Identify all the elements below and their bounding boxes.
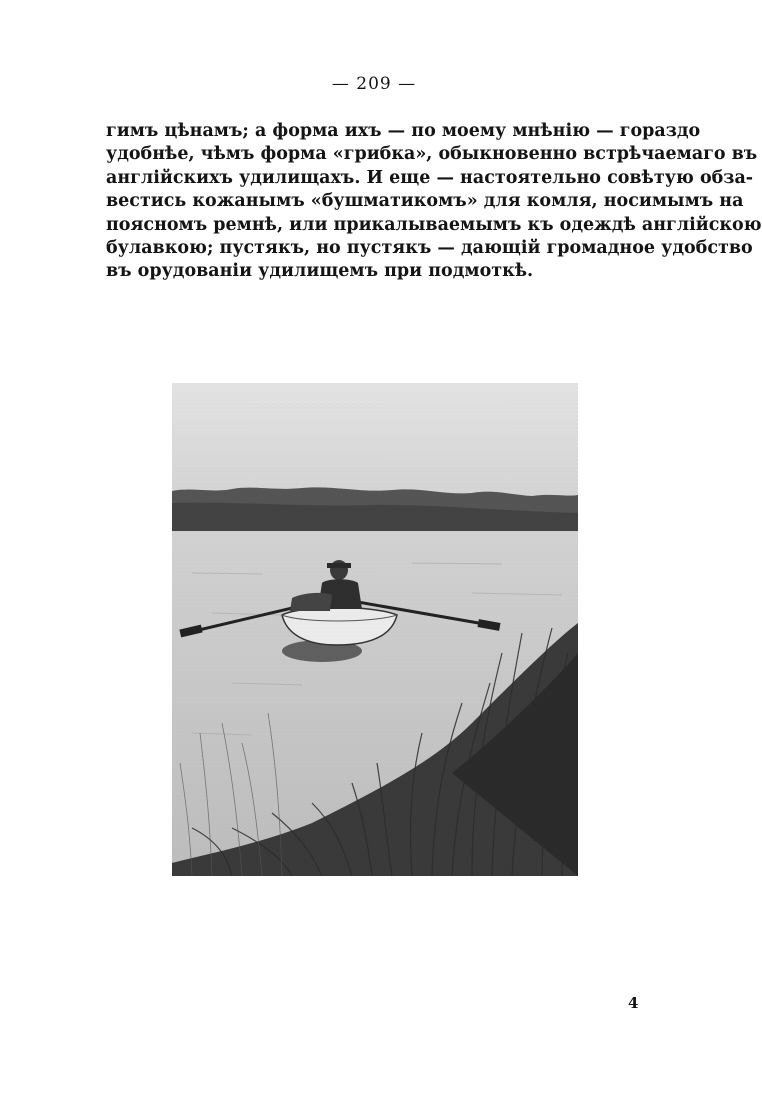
signature-mark: 4 [628, 994, 639, 1012]
text-line: поясномъ ремнѣ, или прикалываемымъ къ одеждѣ англійскою [106, 214, 762, 235]
text-line: булавкою; пустякъ, но пустякъ — дающій громадное удобство [106, 238, 753, 259]
text-line: удобнѣе, чѣмъ форма «грибка», обыкновенно встрѣчаемаго въ [106, 144, 758, 165]
photograph-illustration [172, 383, 578, 876]
photograph [172, 383, 578, 876]
text-line: вестись кожанымъ «бушматикомъ» для комля, носимымъ на [106, 191, 744, 212]
text-line: въ орудованіи удилищемъ при подмоткѣ. [106, 261, 534, 282]
body-text [106, 120, 762, 284]
page-number: — 209 — [331, 74, 417, 94]
text-line: гимъ цѣнамъ; а форма ихъ — по моему мнѣнію — гораздо [106, 121, 701, 141]
text-line: англійскихъ удилищахъ. И еще — настоятельно совѣтую обза- [106, 167, 754, 188]
